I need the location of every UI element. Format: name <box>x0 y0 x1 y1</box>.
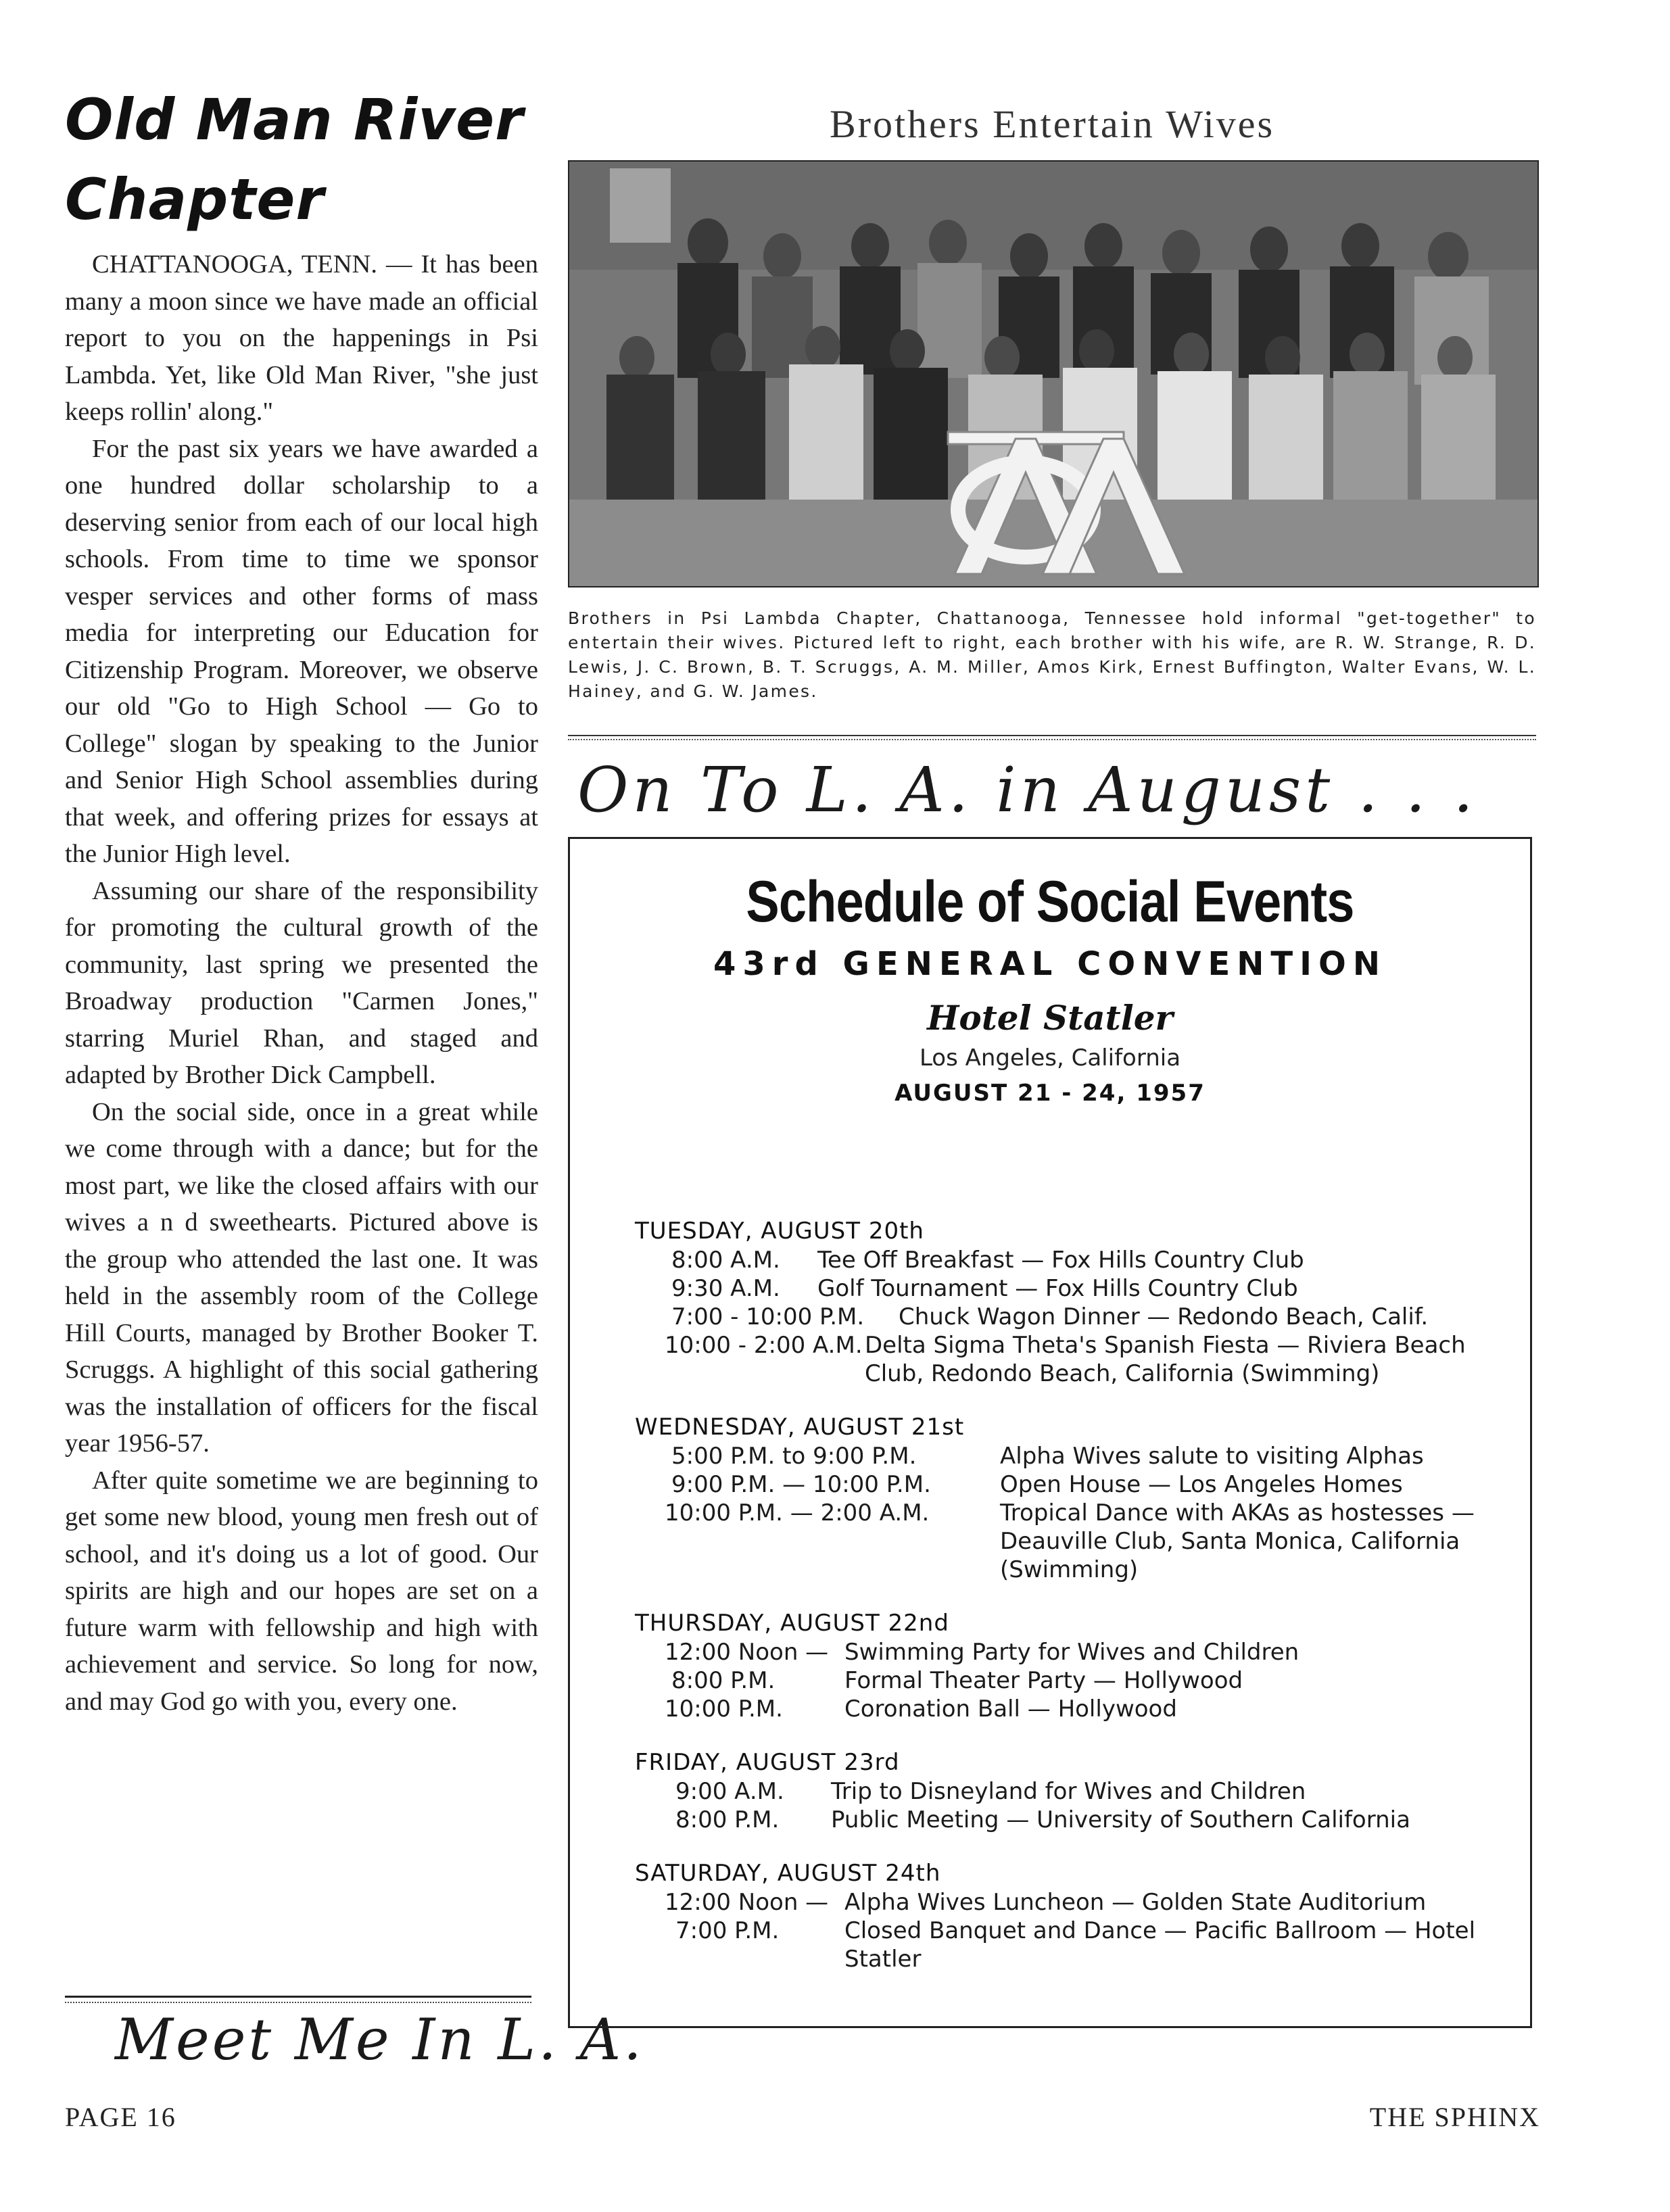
schedule-event <box>635 1888 1514 1917</box>
schedule-day <box>635 1610 1514 1723</box>
schedule-day <box>635 1749 1514 1834</box>
event-desc: Swimming Party for Wives and Children <box>844 1639 1299 1666</box>
schedule-day <box>635 1218 1514 1388</box>
schedule-event <box>635 1442 1514 1470</box>
schedule-event <box>635 1331 1514 1388</box>
event-desc: Coronation Ball — Hollywood <box>844 1696 1177 1723</box>
event-time: 9:00 A.M. <box>675 1778 784 1805</box>
schedule-event <box>635 1666 1514 1695</box>
article-paragraph: After quite sometime we are beginning to get some new blood, young men fresh out of school, and it's doing us a lot of good. Our spirits are high and our hopes are set on a future warm with fellowship and high with achievement and service. So long for now, and may God go with you, every one. <box>65 1466 538 1716</box>
schedule-city: Los Angeles, California <box>919 1044 1181 1072</box>
event-desc: Formal Theater Party — Hollywood <box>844 1667 1243 1694</box>
page-number: PAGE 16 <box>65 2102 176 2132</box>
event-time: 8:00 A.M. <box>671 1247 780 1274</box>
event-desc: Open House — Los Angeles Homes <box>1000 1471 1403 1498</box>
article-divider <box>65 1996 531 2003</box>
schedule-event <box>635 1695 1514 1723</box>
day-name: THURSDAY, AUGUST 22nd <box>635 1610 949 1637</box>
event-desc: Public Meeting — University of Southern California <box>831 1806 1410 1833</box>
schedule-event <box>635 1806 1514 1834</box>
schedule-event <box>635 1470 1514 1499</box>
event-time: 9:00 P.M. — 10:00 P.M. <box>671 1471 931 1498</box>
schedule-event <box>635 1777 1514 1806</box>
event-time: 8:00 P.M. <box>675 1806 780 1833</box>
group-photo <box>568 160 1539 587</box>
event-desc: Alpha Wives salute to visiting Alphas <box>1000 1443 1424 1470</box>
schedule-event <box>635 1303 1514 1331</box>
event-desc: Alpha Wives Luncheon — Golden State Auditorium <box>844 1889 1427 1916</box>
photo-column <box>568 101 1536 2028</box>
event-time: 5:00 P.M. to 9:00 P.M. <box>671 1443 917 1470</box>
event-desc: Golf Tournament — Fox Hills Country Club <box>817 1275 1298 1302</box>
event-desc: Closed Banquet and Dance — Pacific Ballroom — Hotel Statler <box>844 1917 1476 1973</box>
photo-heading: Brothers Entertain Wives <box>829 102 1275 146</box>
article-paragraph: CHATTANOOGA, TENN. — It has been many a moon since we have made an official report to you on the happenings in Psi Lambda. Yet, like Old Man River, "she just keeps rollin' along." <box>65 250 538 426</box>
day-name: SATURDAY, AUGUST 24th <box>635 1860 941 1887</box>
event-time: 10:00 P.M. — 2:00 A.M. <box>665 1499 930 1526</box>
event-time: 10:00 - 2:00 A.M. <box>665 1332 863 1359</box>
event-desc: Tropical Dance with AKAs as hostesses — Deauville Club, Santa Monica, California (Swimming) <box>1000 1499 1475 1583</box>
day-name: WEDNESDAY, AUGUST 21st <box>635 1414 965 1441</box>
article-paragraph: For the past six years we have awarded a one hundred dollar scholarship to a deserving senior from each of our local high schools. From time to time we sponsor vesper services and other forms of mass media for interpreting our Education for Citizenship Program. Moreover, we observe our old "Go to High School — Go to College" slogan by speaking to the Junior and Senior High School assemblies during that week, and offering prizes for essays at the Junior High level. <box>65 434 538 868</box>
event-time: 7:00 - 10:00 P.M. <box>671 1303 865 1330</box>
event-desc: Tee Off Breakfast — Fox Hills Country Club <box>817 1247 1304 1274</box>
schedule-days <box>635 1218 1514 1999</box>
schedule-dates: AUGUST 21 - 24, 1957 <box>894 1080 1206 1107</box>
schedule-event <box>635 1274 1514 1303</box>
event-time: 10:00 P.M. <box>665 1696 783 1723</box>
schedule-event <box>635 1246 1514 1274</box>
schedule-title: Schedule of Social Events <box>746 869 1354 934</box>
article-body <box>65 246 538 1720</box>
schedule-subtitle: 43rd GENERAL CONVENTION <box>713 945 1387 983</box>
banner-on-to-la: On To L. A. in August . . . <box>577 754 1477 826</box>
event-time: 12:00 Noon — <box>665 1639 829 1666</box>
event-time: 12:00 Noon — <box>665 1889 829 1916</box>
schedule-box <box>568 837 1532 2028</box>
day-name: TUESDAY, AUGUST 20th <box>635 1218 924 1245</box>
article-column <box>65 80 538 1720</box>
slogan-meet-me: Meet Me In L. A. <box>115 2006 644 2073</box>
article-paragraph: Assuming our share of the responsibility for promoting the cultural growth of the community, last spring we presented the Broadway production "Carmen Jones," starring Muriel Rhan, and staged and adapted by Brother Dick Campbell. <box>65 876 538 1089</box>
schedule-hotel: Hotel Statler <box>927 998 1173 1038</box>
article-paragraph: On the social side, once in a great while we come through with a dance; but for the most part, we like the closed affairs with our wives a n d sweethearts. Pictured above is the group who attended the last one. It was held in the assembly room of the College Hill Courts, managed by Brother Booker T. Scruggs. A highlight of this social gathering was the installation of officers for the fiscal year 1956-57. <box>65 1097 538 1458</box>
event-time: 9:30 A.M. <box>671 1275 780 1302</box>
event-time: 7:00 P.M. <box>675 1917 780 1944</box>
photo-divider <box>568 735 1536 740</box>
event-desc: Chuck Wagon Dinner — Redondo Beach, Calif. <box>899 1303 1429 1330</box>
event-desc: Trip to Disneyland for Wives and Children <box>831 1778 1306 1805</box>
publication-name: THE SPHINX <box>1369 2102 1540 2132</box>
schedule-day <box>635 1860 1514 1973</box>
photo-caption: Brothers in Psi Lambda Chapter, Chattanooga, Tennessee hold informal "get-together" to entertain their wives. Pictured left to right, each brother with his wife, are R. W. Strange, R. D. Lewis, J. C. Brown, B. T. Scruggs, A. M. Miller, Amos Kirk, Ernest Buffington, Walter Evans, W. L. Hainey, and G. W. James. <box>568 608 1536 701</box>
day-name: FRIDAY, AUGUST 23rd <box>635 1749 900 1776</box>
article-title: Old Man River Chapter <box>65 87 524 233</box>
group-photo-illustration <box>569 162 1537 586</box>
schedule-event <box>635 1638 1514 1666</box>
event-desc: Delta Sigma Theta's Spanish Fiesta — Riviera Beach Club, Redondo Beach, California (Swimming) <box>865 1332 1466 1387</box>
event-time: 8:00 P.M. <box>671 1667 776 1694</box>
schedule-event <box>635 1499 1514 1584</box>
schedule-event <box>635 1917 1514 1973</box>
schedule-day <box>635 1414 1514 1584</box>
